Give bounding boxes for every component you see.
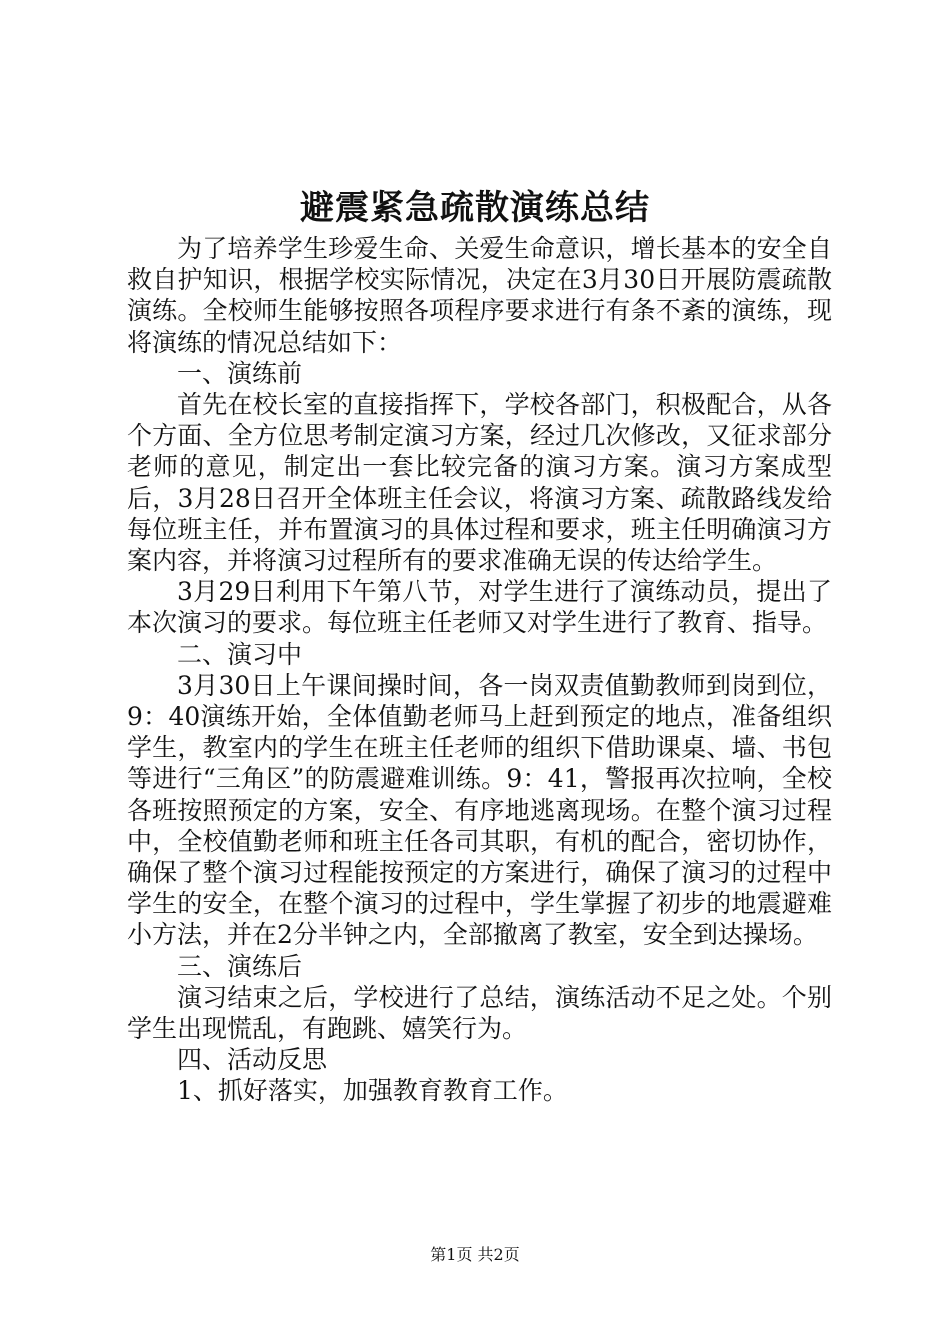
heading-after-drill: 三、演练后 xyxy=(177,951,303,981)
paragraph-reflection-item-1: 1、抓好落实，加强教育教育工作。 xyxy=(177,1076,568,1106)
page-footer: 第1页 共2页 xyxy=(430,1245,520,1264)
heading-reflection: 四、活动反思 xyxy=(177,1045,328,1075)
paragraph-drill-process: 3月30日上午课间操时间，各一岗双责值勤教师到岗到位，9：40演练开始，全体值勤老师马上赶到预定的地点，准备组织学生，教室内的学生在班主任老师的组织下借助课桌、墙、书包等进行“三角区”的防震避难训练。9：41，警报再次拉响，全校各班按照预定的方案，安全、有序地逃离现场。在整个演习过程中，全校值勤老师和班主任各司其职，有机的配合，密切协作，确保了整个演习过程能按预定的方案进行，确保了演习的过程中学生的安全，在整个演习的过程中，学生掌握了初步的地震避难小方法，并在2分半钟之内，全部撤离了教室，安全到达操场。 xyxy=(127,670,832,950)
heading-during-drill: 二、演习中 xyxy=(177,639,303,669)
paragraph-after-summary: 演习结束之后，学校进行了总结，演练活动不足之处。个别学生出现慌乱，有跑跳、嬉笑行为。 xyxy=(127,982,832,1044)
heading-before-drill: 一、演练前 xyxy=(177,358,303,388)
document-body xyxy=(127,233,832,1107)
document-title: 避震紧急疏散演练总结 xyxy=(300,188,650,228)
paragraph-mobilization: 3月29日利用下午第八节，对学生进行了演练动员，提出了本次演习的要求。每位班主任老师又对学生进行了教育、指导。 xyxy=(127,577,832,638)
paragraph-intro: 为了培养学生珍爱生命、关爱生命意识，增长基本的安全自救自护知识，根据学校实际情况，决定在3月30日开展防震疏散演练。全校师生能够按照各项程序要求进行有条不紊的演练，现将演练的情况总结如下： xyxy=(127,234,832,357)
paragraph-planning: 首先在校长室的直接指挥下，学校各部门，积极配合，从各个方面、全方位思考制定演习方案，经过几次修改，又征求部分老师的意见，制定出一套比较完备的演习方案。演习方案成型后，3月28日召开全体班主任会议，将演习方案、疏散路线发给每位班主任，并布置演习的具体过程和要求，班主任明确演习方案内容，并将演习过程所有的要求准确无误的传达给学生。 xyxy=(127,390,832,576)
